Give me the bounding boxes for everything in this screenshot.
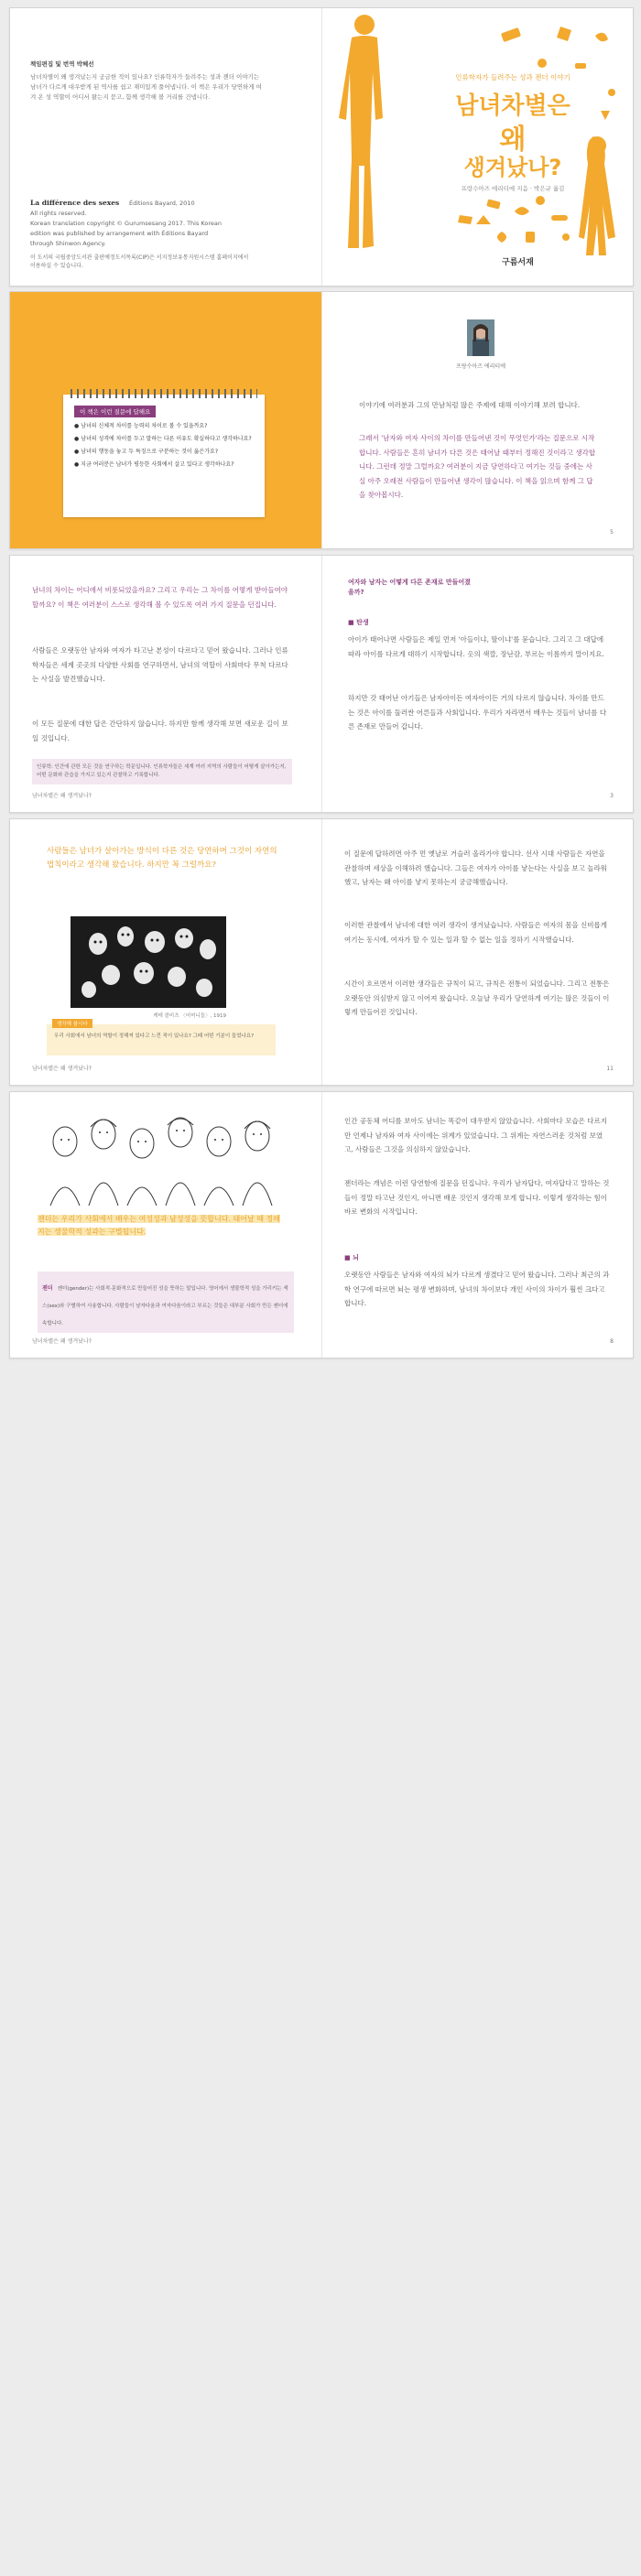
highlighted-quote <box>38 1213 285 1239</box>
license-lines: Korean translation copyright © Gurumsesang 2017. This Korean edition was published by arrangement with Éditions Bayard through Shinwon Agency. <box>30 220 222 247</box>
cover-authors: 프랑수아즈 에리티에 지음 · 박은규 옮김 <box>461 185 565 192</box>
notebook-list <box>74 422 254 470</box>
gender-note-box <box>38 1272 294 1333</box>
notebook-heading: 이 책은 이런 질문에 답해요 <box>74 406 156 417</box>
footer-title: 남녀차별은 왜 생겨났나? <box>32 1338 92 1345</box>
note-box <box>32 759 292 785</box>
portrait-caption: 프랑수아즈 에리티에 <box>455 363 506 370</box>
left-para-2: 사람들은 오랫동안 남자와 여자가 타고난 본성이 다르다고 믿어 왔습니다. 그러나 인류학자들은 세계 곳곳의 다양한 사회를 연구하면서, 남녀의 역할이 사회마다 무척 다르다는 사실을 발견했습니다. <box>32 646 288 683</box>
section-label: ■ 뇌 <box>344 1254 359 1261</box>
left-para-3: 이 모든 질문에 대한 답은 간단하지 않습니다. 하지만 함께 생각해 보면 새로운 길이 보일 것입니다. <box>32 720 288 742</box>
cip-note: 이 도서의 국립중앙도서관 출판예정도서목록(CIP)은 서지정보유통지원시스템 홈페이지에서 이용하실 수 있습니다. <box>30 254 249 269</box>
right-para-3: 시간이 흐르면서 이러한 생각들은 규칙이 되고, 규칙은 전통이 되었습니다. 그리고 전통은 오랫동안 의심받지 않고 이어져 왔습니다. 오늘날 우리가 당연하게 여기는 많은 것들이 이렇게 만들어진 것입니다. <box>344 980 610 1016</box>
right-para-1: 아이가 태어나면 사람들은 제일 먼저 '아들이냐, 딸이냐'를 묻습니다. 그리고 그 대답에 따라 아이를 다르게 대하기 시작합니다. 옷의 색깔, 장난감, 부르는 이름까지 말이지요. <box>348 635 604 658</box>
note-box-text: 인류학: 인간에 관한 모든 것을 연구하는 학문입니다. 인류학자들은 세계 여러 지역의 사람들이 어떻게 살아가는지, 어떤 문화와 관습을 가지고 있는지 관찰하고 기록합니다. <box>37 764 287 778</box>
page-number: 8 <box>610 1338 614 1345</box>
spread-gender <box>9 1091 634 1358</box>
list-item: ● 남녀의 성격에 차이를 두고 말하는 다른 이유도 확실하다고 생각하나요? <box>74 436 252 442</box>
page-number: 11 <box>606 1066 614 1072</box>
text-page-right <box>321 556 634 812</box>
footer-title: 남녀차별은 왜 생겨났나? <box>32 793 92 799</box>
original-title: La différence des sexes <box>30 199 120 207</box>
credit-label: 책임편집 및 번역 박혜선 <box>30 60 94 68</box>
section-label: ■ 탄생 <box>348 619 369 626</box>
image-caption: 케테 콜비츠 〈어머니들〉, 1919 <box>153 1013 226 1019</box>
list-item: ● 남녀의 신체적 차이를 능력의 차이로 볼 수 있을까요? <box>74 423 208 429</box>
man-silhouette <box>339 15 383 248</box>
right-para-1: 이 질문에 답하려면 아주 먼 옛날로 거슬러 올라가야 합니다. 선사 시대 사람들은 자연을 관찰하며 세상을 이해하려 했습니다. 그들은 여자가 아이를 낳는다는 사실을 보고 놀라워했고, 남자는 왜 아이를 낳지 못하는지 궁금해했습니다. <box>344 850 608 886</box>
intro-text-page <box>321 292 634 548</box>
footer-title: 남녀차별은 왜 생겨났나? <box>32 1066 92 1072</box>
cover-publisher: 구름서재 <box>502 258 534 267</box>
cover-title-line2: 왜 <box>499 124 527 156</box>
spread-birth <box>9 555 634 813</box>
original-publisher: Éditions Bayard, 2010 <box>129 200 195 207</box>
highlighted-quote-text: 젠더는 우리가 사회에서 배우는 여성성과 남성성을 뜻합니다. 태어날 때 정해지는 생물학적 성과는 구별됩니다. <box>38 1215 280 1236</box>
cover-title-line1: 남녀차별은 <box>455 92 570 120</box>
page-number: 5 <box>610 529 614 536</box>
intro-para-2: 그래서 '남자와 여자 사이의 차이를 만들어낸 것이 무엇인가'라는 질문으로 시작합니다. 사람들은 흔히 남녀가 다른 것은 태어날 때부터 정해진 것이라고 생각합니다. 그런데 정말 그럴까요? 여러분이 지금 당연하다고 여기는 것들 중에는 사실 아주 오래전 사람들이 만들어낸 생각이 많습니다. 이 책을 읽으며 함께 그 답을 찾아봅시다. <box>359 434 596 499</box>
notebook-rings <box>71 389 257 398</box>
woodcut-image <box>71 916 226 1008</box>
crowd-illustration <box>38 1105 294 1206</box>
rights-reserved: All rights reserved. <box>30 210 87 217</box>
illustration-page <box>10 1092 321 1358</box>
gender-note-label: 젠더 <box>42 1285 53 1292</box>
text-page-left <box>10 556 321 812</box>
question-heading: 여자와 남자는 어떻게 다른 존재로 만들어졌을까? <box>348 579 471 596</box>
spread-intro <box>9 291 634 549</box>
orange-page <box>10 292 321 548</box>
right-para-2: 하지만 갓 태어난 아기들은 남자아이든 여자아이든 거의 다르지 않습니다. 차이를 만드는 것은 아이를 둘러싼 어른들과 사회입니다. 우리가 자라면서 배우는 것들이 남녀를 다른 존재로 만들어 갑니다. <box>348 694 607 731</box>
list-item: ● 지금 여러분은 남녀가 평등한 사회에서 살고 있다고 생각하나요? <box>74 461 234 468</box>
right-para-1: 인간 공동체 어디를 보아도 남녀는 똑같이 대우받지 않았습니다. 사회마다 모습은 다르지만 언제나 남자와 여자 사이에는 위계가 있었습니다. 그 위계는 자연스러운 것처럼 보였고, 사람들은 그것을 의심하지 않았습니다. <box>344 1117 608 1153</box>
gender-note-text: 젠더(gender)는 사회적·문화적으로 만들어진 성을 뜻하는 말입니다. 영어에서 생물학적 성을 가리키는 섹스(sex)와 구별하여 사용합니다. 사람들이 남자다움과 여자다움이라고 부르는 것들은 대부분 사회가 만든 젠더에 속합니다. <box>42 1286 288 1326</box>
spread-quote-image <box>9 818 634 1086</box>
text-page-right <box>321 819 634 1085</box>
think-box <box>47 1024 276 1055</box>
list-item: ● 남녀의 행동을 놓고 두 특징으로 구분하는 것이 옳은가요? <box>74 449 219 455</box>
cover-title-line3: 생겨났나? <box>463 155 562 180</box>
cover-page <box>321 8 634 286</box>
intro-para-1: 이야기에 여러분과 그의 만남처럼 많은 주제에 대해 이야기해 보려 합니다. <box>359 401 581 409</box>
quote-page <box>10 819 321 1085</box>
think-text: 우리 사회에서 남녀의 역할이 정해져 있다고 느낀 적이 있나요? 그때 어떤 기분이 들었나요? <box>54 1034 255 1039</box>
text-page-right <box>321 1092 634 1358</box>
right-para-2: 젠더라는 개념은 이런 당연함에 질문을 던집니다. 우리가 남자답다, 여자답다고 말하는 것들이 정말 타고난 것인지, 아니면 배운 것인지 생각해 보게 합니다. 이렇게 생각하는 힘이 바로 변화의 시작입니다. <box>344 1179 610 1216</box>
author-portrait <box>467 319 494 356</box>
spread-copyright-cover <box>9 7 634 287</box>
think-heading: 생각해 봅시다 <box>52 1019 92 1028</box>
page-number: 3 <box>610 793 614 799</box>
right-para-3: 오랫동안 사람들은 남자와 여자의 뇌가 다르게 생겼다고 믿어 왔습니다. 그러나 최근의 과학 연구에 따르면 뇌는 평생 변화하며, 남녀의 차이보다 개인 사이의 차이가 훨씬 크다고 합니다. <box>344 1271 610 1307</box>
notebook-card <box>63 395 265 517</box>
left-para-1: 남녀의 차이는 어디에서 비롯되었을까요? 그리고 우리는 그 차이를 어떻게 받아들여야 할까요? 이 책은 여러분이 스스로 생각해 볼 수 있도록 여러 가지 질문을 던집니다. <box>32 586 288 609</box>
cover-subtitle: 인류학자가 들려주는 성과 젠더 이야기 <box>455 73 570 81</box>
intro-paragraph: 남녀차별이 왜 생겨났는지 궁금한 적이 있나요? 인류학자가 들려주는 성과 젠더 이야기는 남녀가 다르게 대우받게 된 역사를 쉽고 재미있게 풀어냅니다. 이 책은 우리가 당연하게 여겨 온 성 역할이 어디서 왔는지 묻고, 함께 생각해 볼 거리를 건넵니다. <box>30 73 262 101</box>
right-para-2: 이러한 관찰에서 남녀에 대한 여러 생각이 생겨났습니다. 사람들은 여자의 몸을 신비롭게 여기는 동시에, 여자가 할 수 있는 일과 할 수 없는 일을 정하기 시작했습니다. <box>344 921 608 944</box>
copyright-page <box>10 8 321 286</box>
orange-quote: 사람들은 남녀가 살아가는 방식이 다른 것은 당연하며 그것이 자연의 법칙이라고 생각해 왔습니다. 하지만 꼭 그럴까요? <box>47 847 277 870</box>
